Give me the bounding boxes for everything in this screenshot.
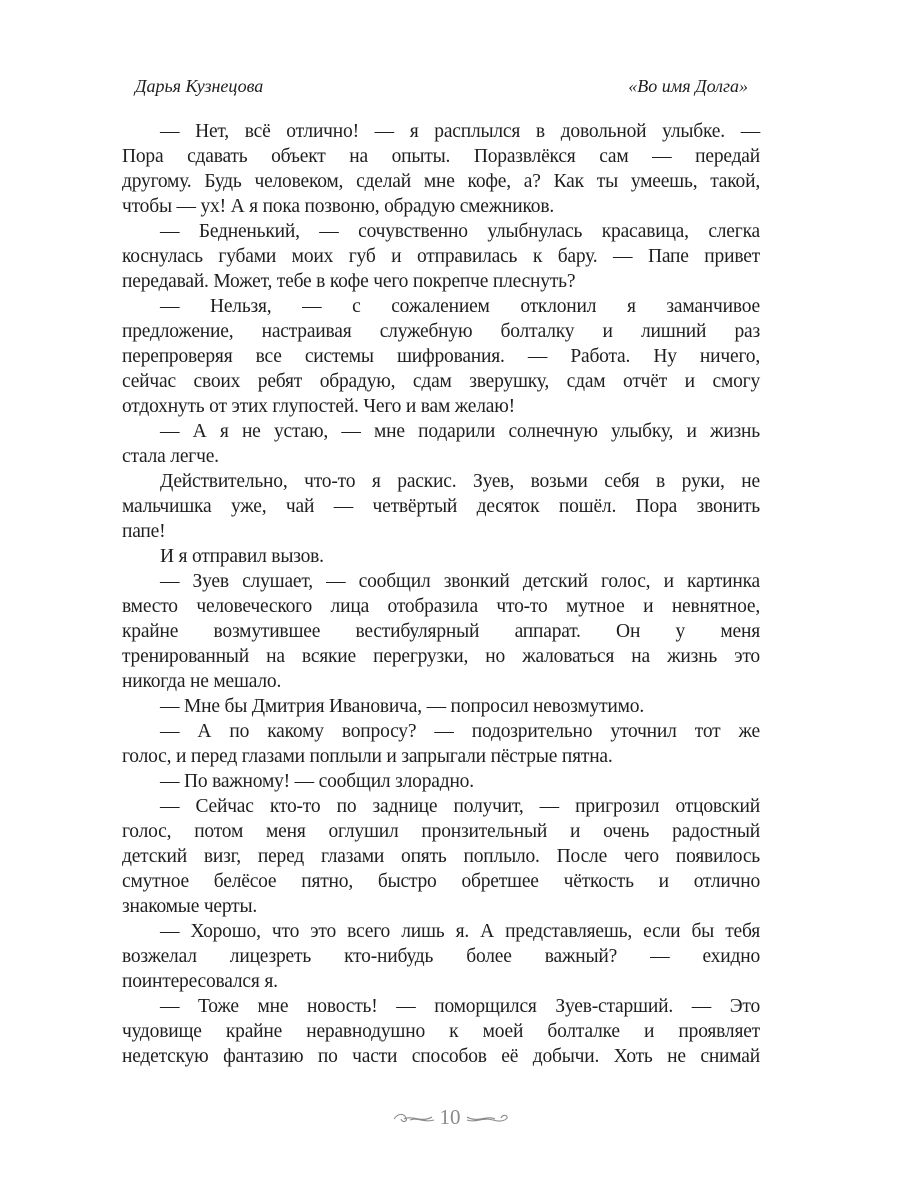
paragraph <box>122 919 760 994</box>
paragraph <box>122 569 760 694</box>
text-line: И я отправил вызов. <box>160 546 324 567</box>
text-line: — Сейчас кто-то по заднице получит, — пригрозил отцовский <box>160 796 760 817</box>
paragraph <box>122 694 760 719</box>
text-line: знакомые черты. <box>122 896 258 917</box>
text-line: — Нельзя, — с сожалением отклонил я заманчивое <box>160 296 760 317</box>
text-line: чудовище крайне неравнодушно к моей болталке и проявляет <box>122 1021 760 1042</box>
text-line: Пора сдавать объект на опыты. Поразвлёкся сам — передай <box>122 146 760 167</box>
paragraph <box>122 769 760 794</box>
text-line: папе! <box>122 521 166 542</box>
paragraph <box>122 419 760 469</box>
text-line: сейчас своих ребят обрадую, сдам зверушку, сдам отчёт и смогу <box>122 371 760 392</box>
text-line: коснулась губами моих губ и отправилась к бару. — Папе привет <box>122 246 760 267</box>
paragraph <box>122 219 760 294</box>
text-line: — А по какому вопросу? — подозрительно уточнил тот же <box>160 721 760 742</box>
text-line: тренированный на всякие перегрузки, но жаловаться на жизнь это <box>122 646 760 667</box>
text-line: вместо человеческого лица отобразила что-то мутное и невнятное, <box>122 596 760 617</box>
text-line: — Хорошо, что это всего лишь я. А представляешь, если бы тебя <box>160 921 760 942</box>
text-line: голос, потом меня оглушил пронзительный и очень радостный <box>122 821 760 842</box>
text-line: мальчишка уже, чай — четвёртый десяток пошёл. Пора звонить <box>122 496 760 517</box>
text-line: — А я не устаю, — мне подарили солнечную улыбку, и жизнь <box>160 421 760 442</box>
text-line: смутное белёсое пятно, быстро обретшее чёткость и отлично <box>122 871 760 892</box>
text-line: — Тоже мне новость! — поморщился Зуев-старший. — Это <box>160 996 760 1017</box>
ornament-right-icon <box>465 1111 509 1125</box>
text-line: голос, и перед глазами поплыли и запрыгали пёстрые пятна. <box>122 746 613 767</box>
running-header-title: «Во имя Долга» <box>628 76 748 96</box>
text-line: перепроверяя все системы шифрования. — Работа. Ну ничего, <box>122 346 760 367</box>
text-line: — Мне бы Дмитрия Ивановича, — попросил невозмутимо. <box>160 696 645 717</box>
page-body-text <box>122 119 760 1069</box>
running-header-author: Дарья Кузнецова <box>135 76 264 96</box>
text-line: детский визг, перед глазами опять поплыло. После чего появилось <box>122 846 760 867</box>
text-line: чтобы — ух! А я пока позвоню, обрадую смежников. <box>122 196 555 217</box>
text-line: отдохнуть от этих глупостей. Чего и вам желаю! <box>122 396 515 417</box>
page-footer <box>0 1105 900 1130</box>
text-line: — Нет, всё отлично! — я расплылся в довольной улыбке. — <box>160 121 760 142</box>
paragraph <box>122 544 760 569</box>
text-line: — Зуев слушает, — сообщил звонкий детский голос, и картинка <box>160 571 760 592</box>
text-line: стала легче. <box>122 446 219 467</box>
text-line: предложение, настраивая служебную болталку и лишний раз <box>122 321 760 342</box>
paragraph <box>122 119 760 219</box>
text-line: крайне возмутившее вестибулярный аппарат. Он у меня <box>122 621 760 642</box>
paragraph <box>122 794 760 919</box>
text-line: недетскую фантазию по части способов её добычи. Хоть не снимай <box>122 1046 760 1067</box>
text-line: — По важному! — сообщил злорадно. <box>160 771 474 792</box>
paragraph <box>122 719 760 769</box>
paragraph <box>122 994 760 1069</box>
text-line: Действительно, что-то я раскис. Зуев, возьми себя в руки, не <box>160 471 760 492</box>
text-line: поинтересовался я. <box>122 971 278 992</box>
ornament-left-icon <box>392 1111 436 1125</box>
text-line: другому. Будь человеком, сделай мне кофе, а? Как ты умеешь, такой, <box>122 171 760 192</box>
paragraph <box>122 469 760 544</box>
paragraph <box>122 294 760 419</box>
text-line: никогда не мешало. <box>122 671 282 692</box>
text-line: передавай. Может, тебе в кофе чего покрепче плеснуть? <box>122 271 576 292</box>
page-number: 10 <box>439 1105 461 1129</box>
text-line: — Бедненький, — сочувственно улыбнулась красавица, слегка <box>160 221 760 242</box>
text-line: возжелал лицезреть кто-нибудь более важный? — ехидно <box>122 946 760 967</box>
